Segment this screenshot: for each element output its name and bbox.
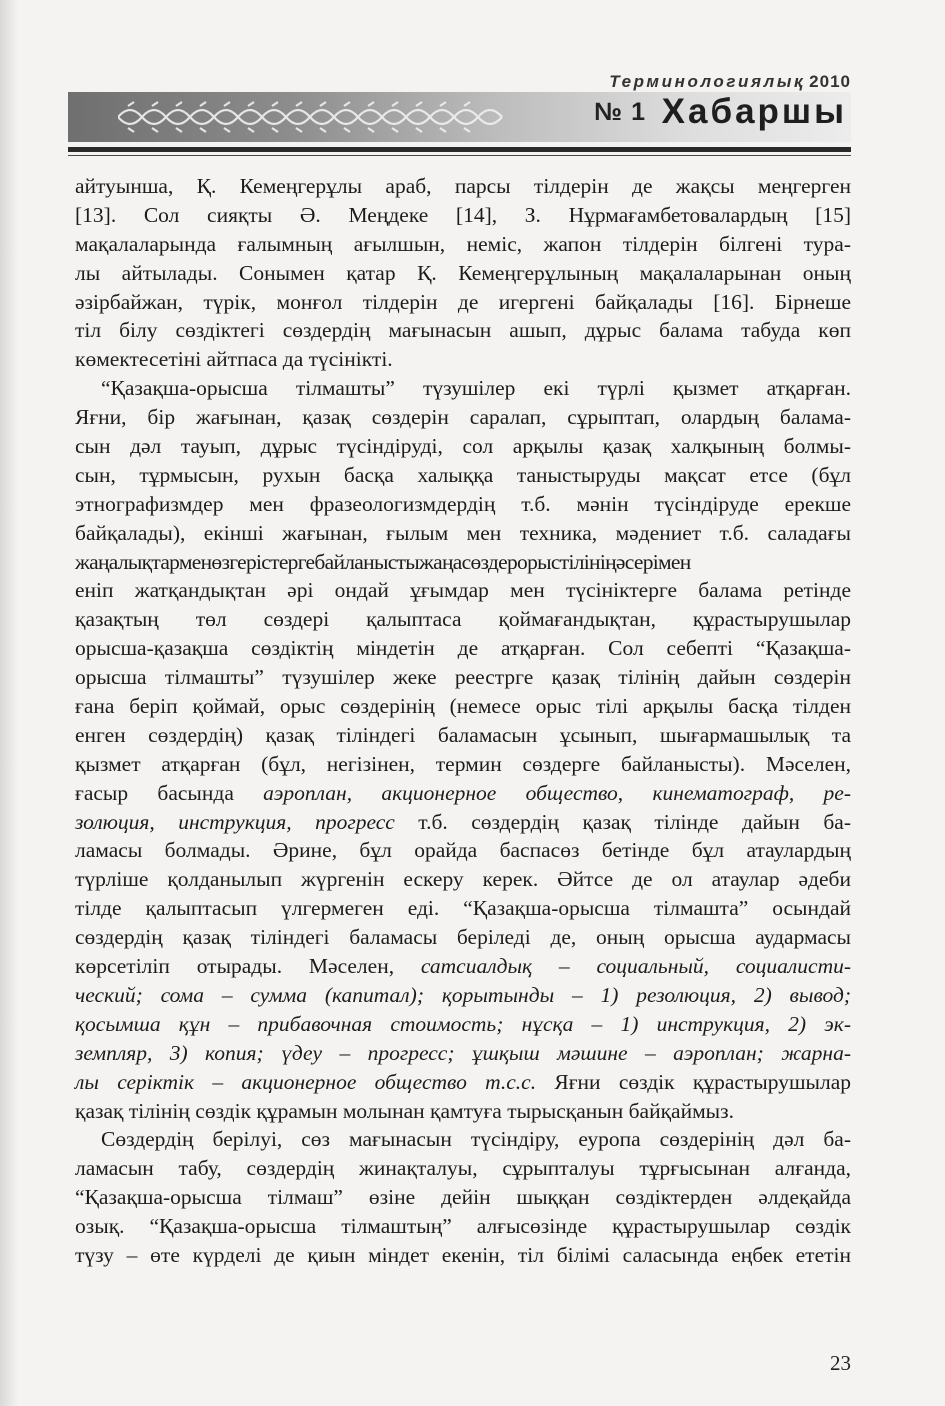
text-line: ламасы болмады. Әрине, бұл орайда баспасөз бетінде бұл атаулардың bbox=[75, 838, 851, 863]
text-line: түрліше қолданылып жүргенін ескеру керек. Әйтсе де ол атаулар әдеби bbox=[75, 867, 851, 892]
article-body bbox=[75, 172, 851, 1270]
text-line: әзірбайжан, түрік, монғол тілдерін де игергені байқалады [16]. Бірнеше bbox=[75, 289, 851, 314]
text-line: көрсетіліп отырады. Мәселен, сатсиалдық – социальный, социалисти- bbox=[75, 954, 851, 979]
text-line: золюция, инструкция, прогресс т.б. сөздердің қазақ тілінде дайын ба- bbox=[75, 809, 851, 834]
journal-title: Хабаршы bbox=[661, 92, 847, 131]
page-number: 23 bbox=[830, 1351, 851, 1375]
text-line: көмектесетіні айтпаса да түсінікті. bbox=[75, 347, 393, 372]
text-line: қосымша құн – прибавочная стоимость; нұсқа – 1) инструкция, 2) эк- bbox=[75, 1011, 851, 1036]
text-line: айтуынша, Қ. Кемеңгерұлы араб, парсы тілдерін де жақсы меңгерген bbox=[75, 174, 851, 198]
text-line: қазақ тілінің сөздік құрамын молынан қамтуға тырысқанын байқаймыз. bbox=[75, 1098, 734, 1123]
issue-number: № 1 bbox=[594, 98, 646, 126]
text-line: [13]. Сол сияқты Ә. Меңдеке [14], З. Нұрмағамбетовалардың [15] bbox=[75, 202, 851, 227]
text-line: лы айтылады. Сонымен қатар Қ. Кемеңгерұлының мақалаларынан оның bbox=[75, 260, 851, 285]
text-line: ғана беріп қоймай, орыс сөздерінің (немесе орыс тілі арқылы басқа тілден bbox=[75, 694, 851, 719]
text-line: сөздердің қазақ тіліндегі баламасы беріледі де, оның орысша аудармасы bbox=[75, 925, 851, 950]
journal-year: 2010 bbox=[809, 72, 851, 91]
text-line: ческий; сома – сумма (капитал); қорытынды – 1) резолюция, 2) вывод; bbox=[75, 982, 851, 1007]
text-line: түзу – өте күрделі де қиын міндет екенін, тіл білімі саласында еңбек ететін bbox=[75, 1242, 851, 1267]
text-line: орысша тілмашты” түзушілер жеке реестрге қазақ тілінің дайын сөздерін bbox=[75, 665, 851, 690]
running-header bbox=[593, 72, 851, 92]
paragraph-start: “Қазақша-орысша тілмашты” түзушілер екі түрлі қызмет атқарған. bbox=[101, 376, 851, 401]
text-line: сын, тұрмысын, рухын басқа халыққа таныстыруды мақсат етсе (бұл bbox=[75, 462, 851, 487]
text-line: лы серіктік – акционерное общество т.с.с. Яғни сөздік құрастырушылар bbox=[75, 1069, 851, 1094]
text-line: қызмет атқарған (бұл, негізінен, термин сөздерге байланысты). Мәселен, bbox=[75, 751, 851, 776]
header-rule-thick bbox=[68, 147, 851, 152]
text-line: орысша-қазақша сөздіктің міндетін де атқарған. Сол себепті “Қазақша- bbox=[75, 636, 851, 661]
text-line: тіл білу сөздіктегі сөздердің мағынасын ашып, дұрыс балама табуда көп bbox=[75, 318, 851, 343]
text-line: еніп жатқандықтан әрі ондай ұғымдар мен түсініктерге балама ретінде bbox=[75, 578, 851, 603]
text-line: озық. “Қазақша-орысша тілмаштың” алғысөзінде құрастырушылар сөздік bbox=[75, 1214, 851, 1239]
text-line: байқалады), екінші жағынан, ғылым мен техника, мәдениет т.б. саладағы bbox=[75, 520, 851, 545]
text-line: этнографизмдер мен фразеологизмдердің т.б. мәнін түсіндіруде ерекше bbox=[75, 491, 851, 516]
header-rule-thin bbox=[68, 155, 851, 156]
text-line: “Қазақша-орысша тілмаш” өзіне дейін шыққан сөздіктерден әлдеқайда bbox=[75, 1185, 851, 1210]
text-line: ғасыр басында аэроплан, акционерное общество, кинематограф, ре- bbox=[75, 780, 851, 805]
header-banner bbox=[68, 92, 851, 142]
text-line: енген сөздердің) қазақ тіліндегі баламасын ұсынып, шығармашылық та bbox=[75, 722, 851, 747]
text-line: мақалаларында ғалымның ағылшын, неміс, жапон тілдерін білгені тура- bbox=[75, 231, 851, 256]
text-line: сын дәл тауып, дұрыс түсіндіруді, сол арқылы қазақ халқының болмы- bbox=[75, 434, 851, 459]
page-binding-edge bbox=[0, 0, 18, 1406]
journal-name: Терминологиялық bbox=[609, 72, 806, 91]
text-line: Яғни, бір жағынан, қазақ сөздерін саралап, сұрыптап, олардың балама- bbox=[75, 405, 851, 430]
ornament-decoration bbox=[118, 100, 508, 134]
text-line: земпляр, 3) копия; үдеу – прогресс; ұшқыш мәшине – аэроплан; жарна- bbox=[75, 1040, 851, 1065]
paragraph-start: Сөздердің берілуі, сөз мағынасын түсіндіру, еуропа сөздерінің дәл ба- bbox=[101, 1127, 851, 1152]
text-line: ламасын табу, сөздердің жинақталуы, сұрыпталуы тұрғысынан алғанда, bbox=[75, 1156, 851, 1181]
text-line: қазақтың төл сөздері қалыптаса қоймағандықтан, құрастырушылар bbox=[75, 607, 851, 632]
text-line: жаңалықтарменөзгерістергебайланыстыжаңасөздерорыстілініңәсерімен bbox=[75, 549, 691, 574]
text-line: тілде қалыптасып үлгермеген еді. “Қазақша-орысша тілмашта” осындай bbox=[75, 896, 851, 921]
